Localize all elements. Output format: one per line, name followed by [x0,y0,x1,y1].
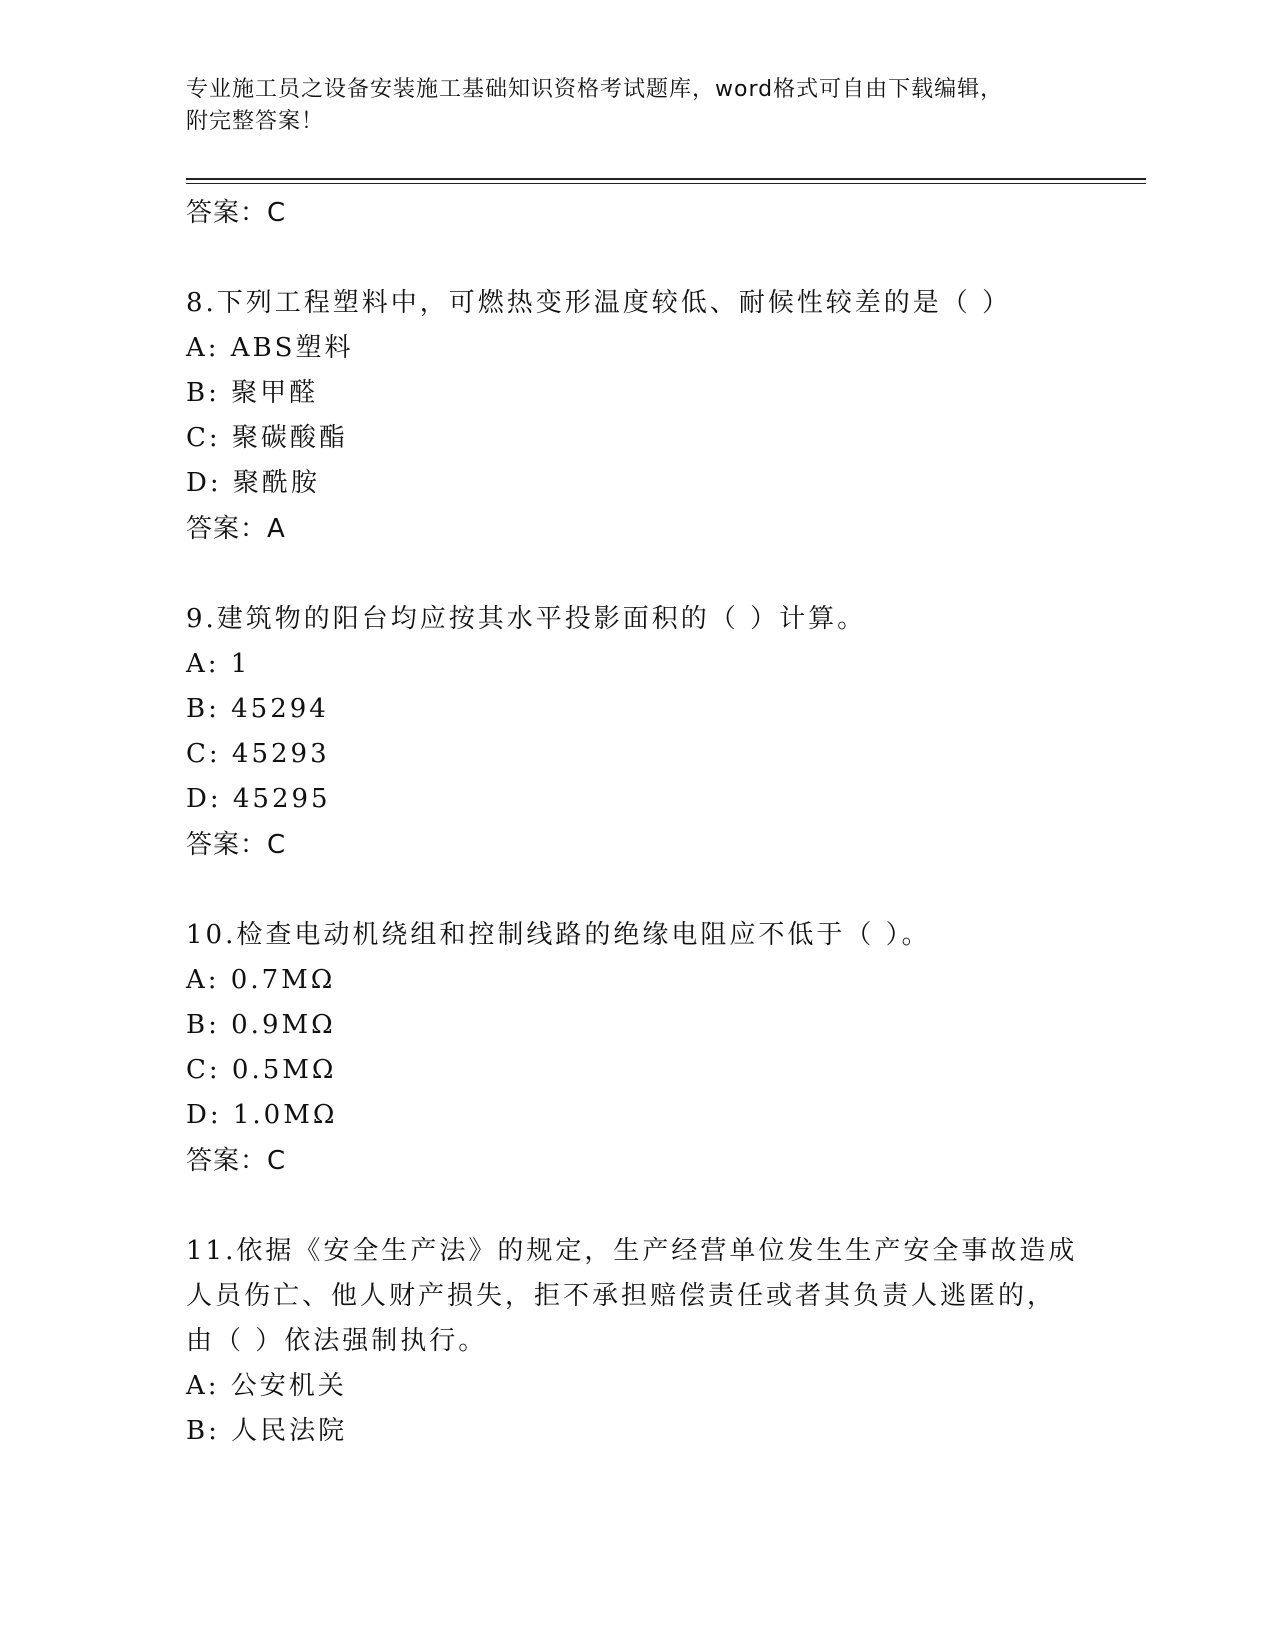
spacer [186,868,1086,913]
spacer [186,552,1086,597]
question-block [186,1229,1086,1454]
option-a: A: 公安机关 [186,1371,347,1401]
option-a: A: 1 [186,649,251,679]
option-b: B: 聚甲醛 [186,378,319,408]
option-b: B: 45294 [186,694,329,724]
header-rule-thin [186,183,1146,184]
spacer [186,236,1086,281]
question-block [186,281,1086,552]
previous-answer: 答案：C [186,198,287,228]
question-answer: 答案：C [186,1146,287,1176]
spacer [186,1184,1086,1229]
question-text: 10.检查电动机绕组和控制线路的绝缘电阻应不低于（ ）。 [186,920,931,950]
option-c: C: 45293 [186,739,330,769]
question-list [186,190,1086,1454]
question-block [186,597,1086,868]
header-rule-thick [186,178,1146,180]
question-answer: 答案：C [186,830,287,860]
option-d: D: 1.0MΩ [186,1100,338,1130]
question-answer: 答案：A [186,514,286,544]
question-text: 8.下列工程塑料中，可燃热变形温度较低、耐候性较差的是（ ） [186,288,1012,318]
question-block [186,913,1086,1184]
option-c: C: 聚碳酸酯 [186,423,348,453]
header-line-1: 专业施工员之设备安装施工基础知识资格考试题库，word格式可自由下载编辑， [186,77,1004,102]
option-b: B: 0.9MΩ [186,1010,336,1040]
option-d: D: 聚酰胺 [186,468,320,498]
option-c: C: 0.5MΩ [186,1055,337,1085]
question-text-line-3: 由（ ）依法强制执行。 [186,1326,488,1356]
option-d: D: 45295 [186,784,331,814]
question-text: 9.建筑物的阳台均应按其水平投影面积的（ ）计算。 [186,604,867,634]
question-text-line-1: 11.依据《安全生产法》的规定，生产经营单位发生生产安全事故造成 [186,1236,1078,1266]
option-a: A: 0.7MΩ [186,965,336,995]
option-a: A: ABS塑料 [186,333,354,363]
document-header [186,74,1086,138]
header-line-2: 附完整答案！ [186,109,325,134]
question-text-line-2: 人员伤亡、他人财产损失，拒不承担赔偿责任或者其负责人逃匿的， [186,1281,1057,1311]
option-b: B: 人民法院 [186,1416,348,1446]
